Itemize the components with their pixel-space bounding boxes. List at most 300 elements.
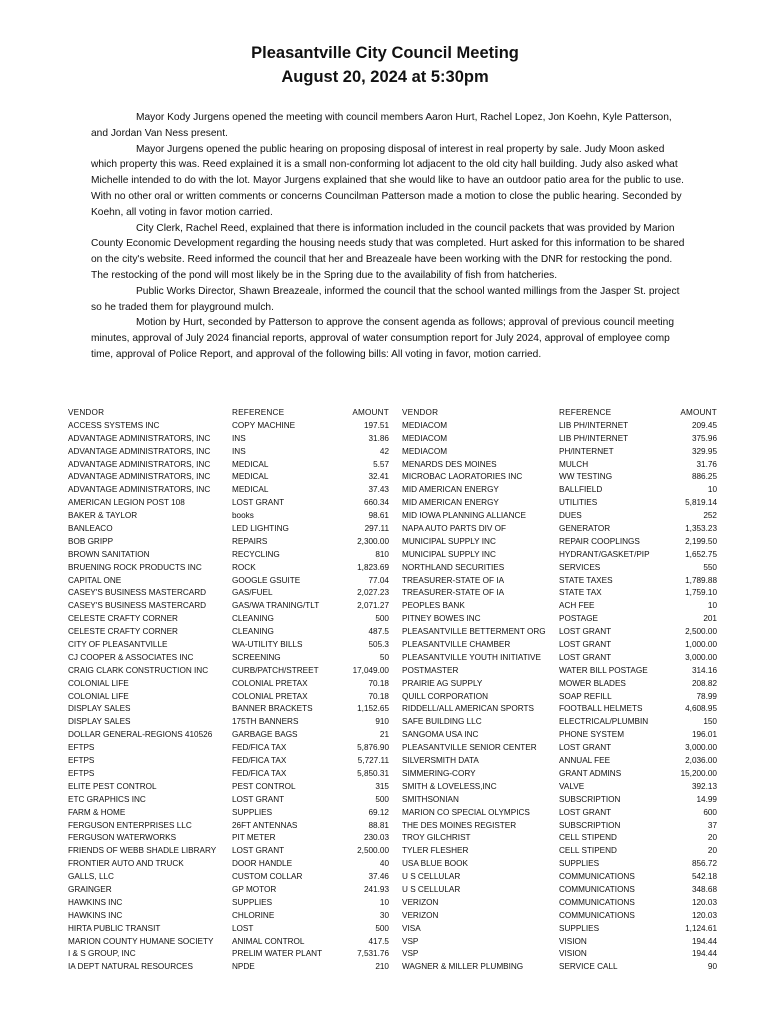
vendor-cell: DOLLAR GENERAL-REGIONS 410526: [68, 730, 213, 740]
table-row: [68, 897, 728, 910]
reference-cell: LOST GRANT: [232, 794, 285, 804]
reference-cell: STATE TAX: [559, 588, 602, 598]
amount-cell: 1,823.69: [357, 562, 389, 572]
amount-cell: 542.18: [691, 872, 717, 882]
amount-cell: 10: [379, 897, 389, 907]
reference-cell: MEDICAL: [232, 472, 269, 482]
amount-cell: 1,124.61: [685, 923, 717, 933]
amount-cell: 2,036.00: [685, 756, 717, 766]
reference-cell: COMMUNICATIONS: [559, 910, 635, 920]
table-row: [68, 768, 728, 781]
amount-cell: 1,759.10: [685, 588, 717, 598]
vendor-cell: BOB GRIPP: [68, 536, 114, 546]
vendor-cell: BRUENING ROCK PRODUCTS INC: [68, 562, 202, 572]
amount-cell: 487.5: [368, 627, 389, 637]
amount-cell: 886.25: [691, 472, 717, 482]
table-row: [68, 536, 728, 549]
amount-cell: 70.18: [368, 678, 389, 688]
table-row: [68, 562, 728, 575]
vendor-cell: FRIENDS OF WEBB SHADLE LIBRARY: [68, 846, 217, 856]
reference-cell: LOST GRANT: [232, 846, 285, 856]
vendor-cell: MID AMERICAN ENERGY: [402, 485, 499, 495]
amount-cell: 297.11: [364, 524, 389, 534]
amount-cell: 209.45: [691, 420, 717, 430]
vendor-cell: PRAIRIE AG SUPPLY: [402, 678, 483, 688]
table-row: [68, 639, 728, 652]
reference-cell: REPAIR COOPLINGS: [559, 536, 640, 546]
reference-cell: DOOR HANDLE: [232, 859, 293, 869]
amount-cell: 4,608.95: [685, 704, 717, 714]
reference-cell: COMMUNICATIONS: [559, 884, 635, 894]
reference-cell: SERVICE CALL: [559, 962, 618, 972]
reference-cell: LOST GRANT: [559, 627, 612, 637]
reference-cell: MEDICAL: [232, 459, 269, 469]
header-vendor: VENDOR: [68, 408, 105, 417]
bills-table: [68, 407, 728, 974]
reference-cell: HYDRANT/GASKET/PIP: [559, 549, 650, 559]
vendor-cell: CAPITAL ONE: [68, 575, 122, 585]
amount-cell: 2,027.23: [357, 588, 389, 598]
table-row: [68, 484, 728, 497]
amount-cell: 40: [379, 859, 389, 869]
reference-cell: COLONIAL PRETAX: [232, 678, 308, 688]
vendor-cell: PEOPLES BANK: [402, 601, 465, 611]
amount-cell: 37.43: [368, 485, 389, 495]
reference-cell: SOAP REFILL: [559, 691, 612, 701]
amount-cell: 37: [707, 820, 717, 830]
amount-cell: 194.44: [691, 949, 717, 959]
reference-cell: FED/FICA TAX: [232, 768, 287, 778]
reference-cell: PHONE SYSTEM: [559, 730, 625, 740]
vendor-cell: VSP: [402, 936, 419, 946]
vendor-cell: PLEASANTVILLE YOUTH INITIATIVE: [402, 652, 541, 662]
table-row: [68, 910, 728, 923]
vendor-cell: CITY OF PLEASANTVILLE: [68, 640, 168, 650]
amount-cell: 77.04: [368, 575, 389, 585]
reference-cell: RECYCLING: [232, 549, 280, 559]
vendor-cell: DISPLAY SALES: [68, 704, 131, 714]
table-row: [68, 446, 728, 459]
vendor-cell: CRAIG CLARK CONSTRUCTION INC: [68, 665, 209, 675]
vendor-cell: ADVANTAGE ADMINISTRATORS, INC: [68, 446, 211, 456]
table-row: [68, 845, 728, 858]
vendor-cell: CASEY'S BUSINESS MASTERCARD: [68, 601, 207, 611]
amount-cell: 417.5: [368, 936, 389, 946]
reference-cell: CELL STIPEND: [559, 846, 617, 856]
vendor-cell: COLONIAL LIFE: [68, 678, 129, 688]
table-row: [68, 961, 728, 974]
table-row: [68, 613, 728, 626]
amount-cell: 3,000.00: [685, 652, 717, 662]
table-row: [68, 652, 728, 665]
reference-cell: GAS/FUEL: [232, 588, 273, 598]
amount-cell: 2,500.00: [685, 627, 717, 637]
vendor-cell: EFTPS: [68, 743, 95, 753]
vendor-cell: TREASURER-STATE OF IA: [402, 588, 505, 598]
vendor-cell: TREASURER-STATE OF IA: [402, 575, 505, 585]
amount-cell: 660.34: [363, 498, 389, 508]
reference-cell: GAS/WA TRANING/TLT: [232, 601, 320, 611]
vendor-cell: HAWKINS INC: [68, 897, 123, 907]
vendor-cell: HIRTA PUBLIC TRANSIT: [68, 923, 161, 933]
table-row: [68, 820, 728, 833]
amount-cell: 500: [375, 614, 389, 624]
reference-cell: COPY MACHINE: [232, 420, 296, 430]
reference-cell: PIT METER: [232, 833, 276, 843]
amount-cell: 20: [707, 833, 717, 843]
table-row: [68, 575, 728, 588]
reference-cell: STATE TAXES: [559, 575, 613, 585]
reference-cell: ANNUAL FEE: [559, 756, 611, 766]
reference-cell: GENERATOR: [559, 524, 611, 534]
vendor-cell: MUNICIPAL SUPPLY INC: [402, 536, 496, 546]
paragraph: Mayor Jurgens opened the public hearing on proposing disposal of interest in real property by sale. Judy Moon asked which property this was. Reed explained it is a small non-conforming lot adjacent to the old city hall building. Judy also asked what Michelle intended to do with the lot. Mayor Jurgens explained that she would like to have an outdoor patio area for the public to use. With no other oral or written comments or concerns Councilman Patterson made a motion to close the public hearing. Seconded by Koehn, all voting in favor motion carried.: [91, 143, 684, 218]
reference-cell: COLONIAL PRETAX: [232, 691, 308, 701]
amount-cell: 252: [703, 511, 717, 521]
amount-cell: 315: [375, 781, 389, 791]
reference-cell: SUPPLIES: [232, 807, 273, 817]
reference-cell: MULCH: [559, 459, 589, 469]
vendor-cell: ACCESS SYSTEMS INC: [68, 420, 160, 430]
vendor-cell: SIMMERING-CORY: [402, 768, 476, 778]
reference-cell: GOOGLE GSUITE: [232, 575, 301, 585]
vendor-cell: CJ COOPER & ASSOCIATES INC: [68, 652, 194, 662]
vendor-cell: MEDIACOM: [402, 420, 448, 430]
document-subtitle-date: August 20, 2024 at 5:30pm: [281, 68, 489, 86]
amount-cell: 600: [703, 807, 717, 817]
vendor-cell: MENARDS DES MOINES: [402, 459, 497, 469]
vendor-cell: MID AMERICAN ENERGY: [402, 498, 499, 508]
amount-cell: 7,531.76: [357, 949, 389, 959]
amount-cell: 2,300.00: [357, 536, 389, 546]
table-row: [68, 936, 728, 949]
vendor-cell: SMITHSONIAN: [402, 794, 459, 804]
amount-cell: 120.03: [691, 897, 717, 907]
table-row: [68, 794, 728, 807]
reference-cell: books: [232, 511, 254, 521]
table-row: [68, 755, 728, 768]
amount-cell: 78.99: [696, 691, 717, 701]
vendor-cell: AMERICAN LEGION POST 108: [68, 498, 185, 508]
amount-cell: 314.16: [691, 665, 717, 675]
vendor-cell: NORTHLAND SECURITIES: [402, 562, 505, 572]
amount-cell: 20: [707, 846, 717, 856]
vendor-cell: U S CELLULAR: [402, 872, 461, 882]
vendor-cell: BAKER & TAYLOR: [68, 511, 138, 521]
vendor-cell: FERGUSON ENTERPRISES LLC: [68, 820, 192, 830]
amount-cell: 3,000.00: [685, 743, 717, 753]
amount-cell: 1,152.65: [357, 704, 389, 714]
paragraph: Mayor Kody Jurgens opened the meeting with council members Aaron Hurt, Rachel Lopez, Jon Koehn, Kyle Patterson, and Jordan Van Ness present.: [91, 112, 672, 139]
vendor-cell: VERIZON: [402, 910, 439, 920]
reference-cell: UTILITIES: [559, 498, 598, 508]
table-row: [68, 871, 728, 884]
reference-cell: LOST: [232, 923, 254, 933]
amount-cell: 500: [375, 923, 389, 933]
vendor-cell: BANLEACO: [68, 524, 113, 534]
table-row: [68, 703, 728, 716]
table-row: [68, 587, 728, 600]
amount-cell: 505.3: [368, 640, 389, 650]
reference-cell: REPAIRS: [232, 536, 268, 546]
amount-cell: 42: [379, 446, 389, 456]
amount-cell: 208.82: [691, 678, 717, 688]
reference-cell: INS: [232, 433, 246, 443]
reference-cell: WATER BILL POSTAGE: [559, 665, 648, 675]
reference-cell: FOOTBALL HELMETS: [559, 704, 643, 714]
vendor-cell: IA DEPT NATURAL RESOURCES: [68, 962, 193, 972]
vendor-cell: FARM & HOME: [68, 807, 126, 817]
table-row: [68, 858, 728, 871]
vendor-cell: SAFE BUILDING LLC: [402, 717, 482, 727]
header-amount: AMOUNT: [352, 408, 389, 417]
vendor-cell: PLEASANTVILLE SENIOR CENTER: [402, 743, 537, 753]
amount-cell: 10: [707, 485, 717, 495]
reference-cell: 26FT ANTENNAS: [232, 820, 298, 830]
amount-cell: 230.03: [363, 833, 389, 843]
amount-cell: 69.12: [368, 807, 389, 817]
document-title: Pleasantville City Council Meeting: [251, 44, 519, 62]
amount-cell: 98.61: [368, 511, 389, 521]
table-row: [68, 678, 728, 691]
reference-cell: NPDE: [232, 962, 255, 972]
reference-cell: ELECTRICAL/PLUMBIN: [559, 717, 649, 727]
vendor-cell: ELITE PEST CONTROL: [68, 781, 157, 791]
vendor-cell: VSP: [402, 949, 419, 959]
amount-cell: 37.46: [368, 872, 389, 882]
vendor-cell: MUNICIPAL SUPPLY INC: [402, 549, 496, 559]
table-row: [68, 716, 728, 729]
amount-cell: 30: [379, 910, 389, 920]
amount-cell: 2,199.50: [685, 536, 717, 546]
reference-cell: SUPPLIES: [559, 859, 600, 869]
reference-cell: LOST GRANT: [559, 807, 612, 817]
reference-cell: GRANT ADMINS: [559, 768, 622, 778]
vendor-cell: GALLS, LLC: [68, 872, 114, 882]
paragraph: Public Works Director, Shawn Breazeale, informed the council that the school wanted millings from the Jasper St. project so he traded them for playground mulch.: [91, 285, 680, 313]
reference-cell: FED/FICA TAX: [232, 756, 287, 766]
reference-cell: INS: [232, 446, 246, 456]
amount-cell: 150: [703, 717, 717, 727]
amount-cell: 120.03: [691, 910, 717, 920]
vendor-cell: ADVANTAGE ADMINISTRATORS, INC: [68, 485, 211, 495]
amount-cell: 10: [707, 601, 717, 611]
reference-cell: COMMUNICATIONS: [559, 897, 635, 907]
amount-cell: 5,850.31: [357, 768, 389, 778]
vendor-cell: MEDIACOM: [402, 446, 448, 456]
amount-cell: 15,200.00: [680, 768, 717, 778]
header-vendor: VENDOR: [402, 408, 439, 417]
reference-cell: LOST GRANT: [559, 640, 612, 650]
amount-cell: 14.99: [696, 794, 717, 804]
reference-cell: POSTAGE: [559, 614, 598, 624]
vendor-cell: CELESTE CRAFTY CORNER: [68, 627, 178, 637]
amount-cell: 329.95: [691, 446, 717, 456]
table-row: [68, 420, 728, 433]
reference-cell: LOST GRANT: [232, 498, 285, 508]
vendor-cell: GRAINGER: [68, 884, 112, 894]
vendor-cell: MARION COUNTY HUMANE SOCIETY: [68, 936, 214, 946]
vendor-cell: TYLER FLESHER: [402, 846, 469, 856]
reference-cell: SUPPLIES: [232, 897, 273, 907]
reference-cell: PH/INTERNET: [559, 446, 614, 456]
reference-cell: LIB PH/INTERNET: [559, 433, 629, 443]
amount-cell: 70.18: [368, 691, 389, 701]
vendor-cell: MID IOWA PLANNING ALLIANCE: [402, 511, 526, 521]
amount-cell: 2,071.27: [357, 601, 389, 611]
reference-cell: WW TESTING: [559, 472, 613, 482]
vendor-cell: PLEASANTVILLE BETTERMENT ORG: [402, 627, 546, 637]
reference-cell: VALVE: [559, 781, 585, 791]
minutes-body: [91, 110, 687, 363]
reference-cell: SUPPLIES: [559, 923, 600, 933]
table-row: [68, 510, 728, 523]
vendor-cell: SANGOMA USA INC: [402, 730, 479, 740]
table-row: [68, 781, 728, 794]
reference-cell: DUES: [559, 511, 582, 521]
table-row: [68, 948, 728, 961]
reference-cell: LED LIGHTING: [232, 524, 289, 534]
table-row: [68, 665, 728, 678]
vendor-cell: MEDIACOM: [402, 433, 448, 443]
amount-cell: 210: [375, 962, 389, 972]
amount-cell: 500: [375, 794, 389, 804]
vendor-cell: THE DES MOINES REGISTER: [402, 820, 517, 830]
vendor-cell: PLEASANTVILLE CHAMBER: [402, 640, 511, 650]
paragraph: Motion by Hurt, seconded by Patterson to approve the consent agenda as follows; approval of previous council meeting minutes, approval of July 2024 financial reports, approval of water consumption report for July 2024, approval of employee comp time, approval of Police Report, and approval of the following bills: All voting in favor, motion carried.: [91, 317, 674, 360]
vendor-cell: CASEY'S BUSINESS MASTERCARD: [68, 588, 207, 598]
reference-cell: LOST GRANT: [559, 652, 612, 662]
reference-cell: GARBAGE BAGS: [232, 730, 298, 740]
table-header-row: [68, 407, 728, 420]
reference-cell: PRELIM WATER PLANT: [232, 949, 323, 959]
vendor-cell: USA BLUE BOOK: [402, 859, 468, 869]
vendor-cell: I & S GROUP, INC: [68, 949, 136, 959]
reference-cell: CELL STIPEND: [559, 833, 617, 843]
reference-cell: BALLFIELD: [559, 485, 603, 495]
vendor-cell: SMITH & LOVELESS,INC: [402, 781, 497, 791]
reference-cell: SCREENING: [232, 652, 281, 662]
vendor-cell: ADVANTAGE ADMINISTRATORS, INC: [68, 472, 211, 482]
reference-cell: ROCK: [232, 562, 256, 572]
amount-cell: 1,353.23: [685, 524, 717, 534]
amount-cell: 910: [375, 717, 389, 727]
table-row: [68, 742, 728, 755]
vendor-cell: ADVANTAGE ADMINISTRATORS, INC: [68, 433, 211, 443]
reference-cell: ANIMAL CONTROL: [232, 936, 305, 946]
amount-cell: 196.01: [691, 730, 717, 740]
reference-cell: SUBSCRIPTION: [559, 820, 621, 830]
vendor-cell: NAPA AUTO PARTS DIV OF: [402, 524, 507, 534]
reference-cell: CLEANING: [232, 614, 274, 624]
amount-cell: 90: [707, 962, 717, 972]
amount-cell: 88.81: [368, 820, 389, 830]
header-reference: REFERENCE: [559, 408, 612, 417]
table-row: [68, 433, 728, 446]
amount-cell: 5.57: [373, 459, 389, 469]
vendor-cell: RIDDELL/ALL AMERICAN SPORTS: [402, 704, 534, 714]
table-row: [68, 497, 728, 510]
vendor-cell: PITNEY BOWES INC: [402, 614, 481, 624]
vendor-cell: MARION CO SPECIAL OLYMPICS: [402, 807, 530, 817]
vendor-cell: VISA: [402, 923, 421, 933]
table-row: [68, 923, 728, 936]
reference-cell: FED/FICA TAX: [232, 743, 287, 753]
amount-cell: 1,000.00: [685, 640, 717, 650]
vendor-cell: MICROBAC LAORATORIES INC: [402, 472, 523, 482]
reference-cell: PEST CONTROL: [232, 781, 296, 791]
table-row: [68, 807, 728, 820]
vendor-cell: EFTPS: [68, 768, 95, 778]
vendor-cell: FERGUSON WATERWORKS: [68, 833, 177, 843]
reference-cell: CURB/PATCH/STREET: [232, 665, 319, 675]
table-row: [68, 549, 728, 562]
reference-cell: 175TH BANNERS: [232, 717, 299, 727]
table-row: [68, 471, 728, 484]
amount-cell: 392.13: [691, 781, 717, 791]
vendor-cell: U S CELLULAR: [402, 884, 461, 894]
table-row: [68, 884, 728, 897]
table-row: [68, 459, 728, 472]
amount-cell: 21: [379, 730, 389, 740]
amount-cell: 1,789.88: [685, 575, 717, 585]
amount-cell: 31.86: [368, 433, 389, 443]
table-row: [68, 626, 728, 639]
amount-cell: 32.41: [368, 472, 389, 482]
vendor-cell: QUILL CORPORATION: [402, 691, 488, 701]
vendor-cell: ADVANTAGE ADMINISTRATORS, INC: [68, 459, 211, 469]
vendor-cell: EFTPS: [68, 756, 95, 766]
reference-cell: ACH FEE: [559, 601, 595, 611]
vendor-cell: CELESTE CRAFTY CORNER: [68, 614, 178, 624]
vendor-cell: ETC GRAPHICS INC: [68, 794, 146, 804]
amount-cell: 241.93: [363, 884, 389, 894]
vendor-cell: POSTMASTER: [402, 665, 459, 675]
vendor-cell: SILVERSMITH DATA: [402, 756, 479, 766]
reference-cell: CHLORINE: [232, 910, 275, 920]
vendor-cell: WAGNER & MILLER PLUMBING: [402, 962, 524, 972]
paragraph: City Clerk, Rachel Reed, explained that there is information included in the council packets that was provided by Marion County Economic Development regarding the housing needs study that was completed. Hurt asked for this information to be shared on the city's website. Reed informed the council that her and Breazeale have been working with the DNR for restocking the pond. The restocking of the pond will most likely be in the Spring due to the availability of fish from hatcheries.: [91, 222, 685, 281]
amount-cell: 348.68: [691, 884, 717, 894]
reference-cell: MEDICAL: [232, 485, 269, 495]
table-row: [68, 729, 728, 742]
header-reference: REFERENCE: [232, 408, 285, 417]
reference-cell: SUBSCRIPTION: [559, 794, 621, 804]
header-amount: AMOUNT: [680, 408, 717, 417]
vendor-cell: BROWN SANITATION: [68, 549, 150, 559]
amount-cell: 1,652.75: [685, 549, 717, 559]
reference-cell: WA-UTILITY BILLS: [232, 640, 303, 650]
amount-cell: 5,819.14: [685, 498, 717, 508]
table-row: [68, 600, 728, 613]
reference-cell: VISION: [559, 949, 587, 959]
vendor-cell: DISPLAY SALES: [68, 717, 131, 727]
reference-cell: COMMUNICATIONS: [559, 872, 635, 882]
table-row: [68, 523, 728, 536]
reference-cell: CLEANING: [232, 627, 274, 637]
reference-cell: VISION: [559, 936, 587, 946]
reference-cell: SERVICES: [559, 562, 601, 572]
amount-cell: 50: [379, 652, 389, 662]
reference-cell: CUSTOM COLLAR: [232, 872, 303, 882]
amount-cell: 17,049.00: [352, 665, 389, 675]
amount-cell: 550: [703, 562, 717, 572]
amount-cell: 5,727.11: [357, 756, 389, 766]
reference-cell: BANNER BRACKETS: [232, 704, 313, 714]
table-row: [68, 691, 728, 704]
vendor-cell: VERIZON: [402, 897, 439, 907]
vendor-cell: COLONIAL LIFE: [68, 691, 129, 701]
